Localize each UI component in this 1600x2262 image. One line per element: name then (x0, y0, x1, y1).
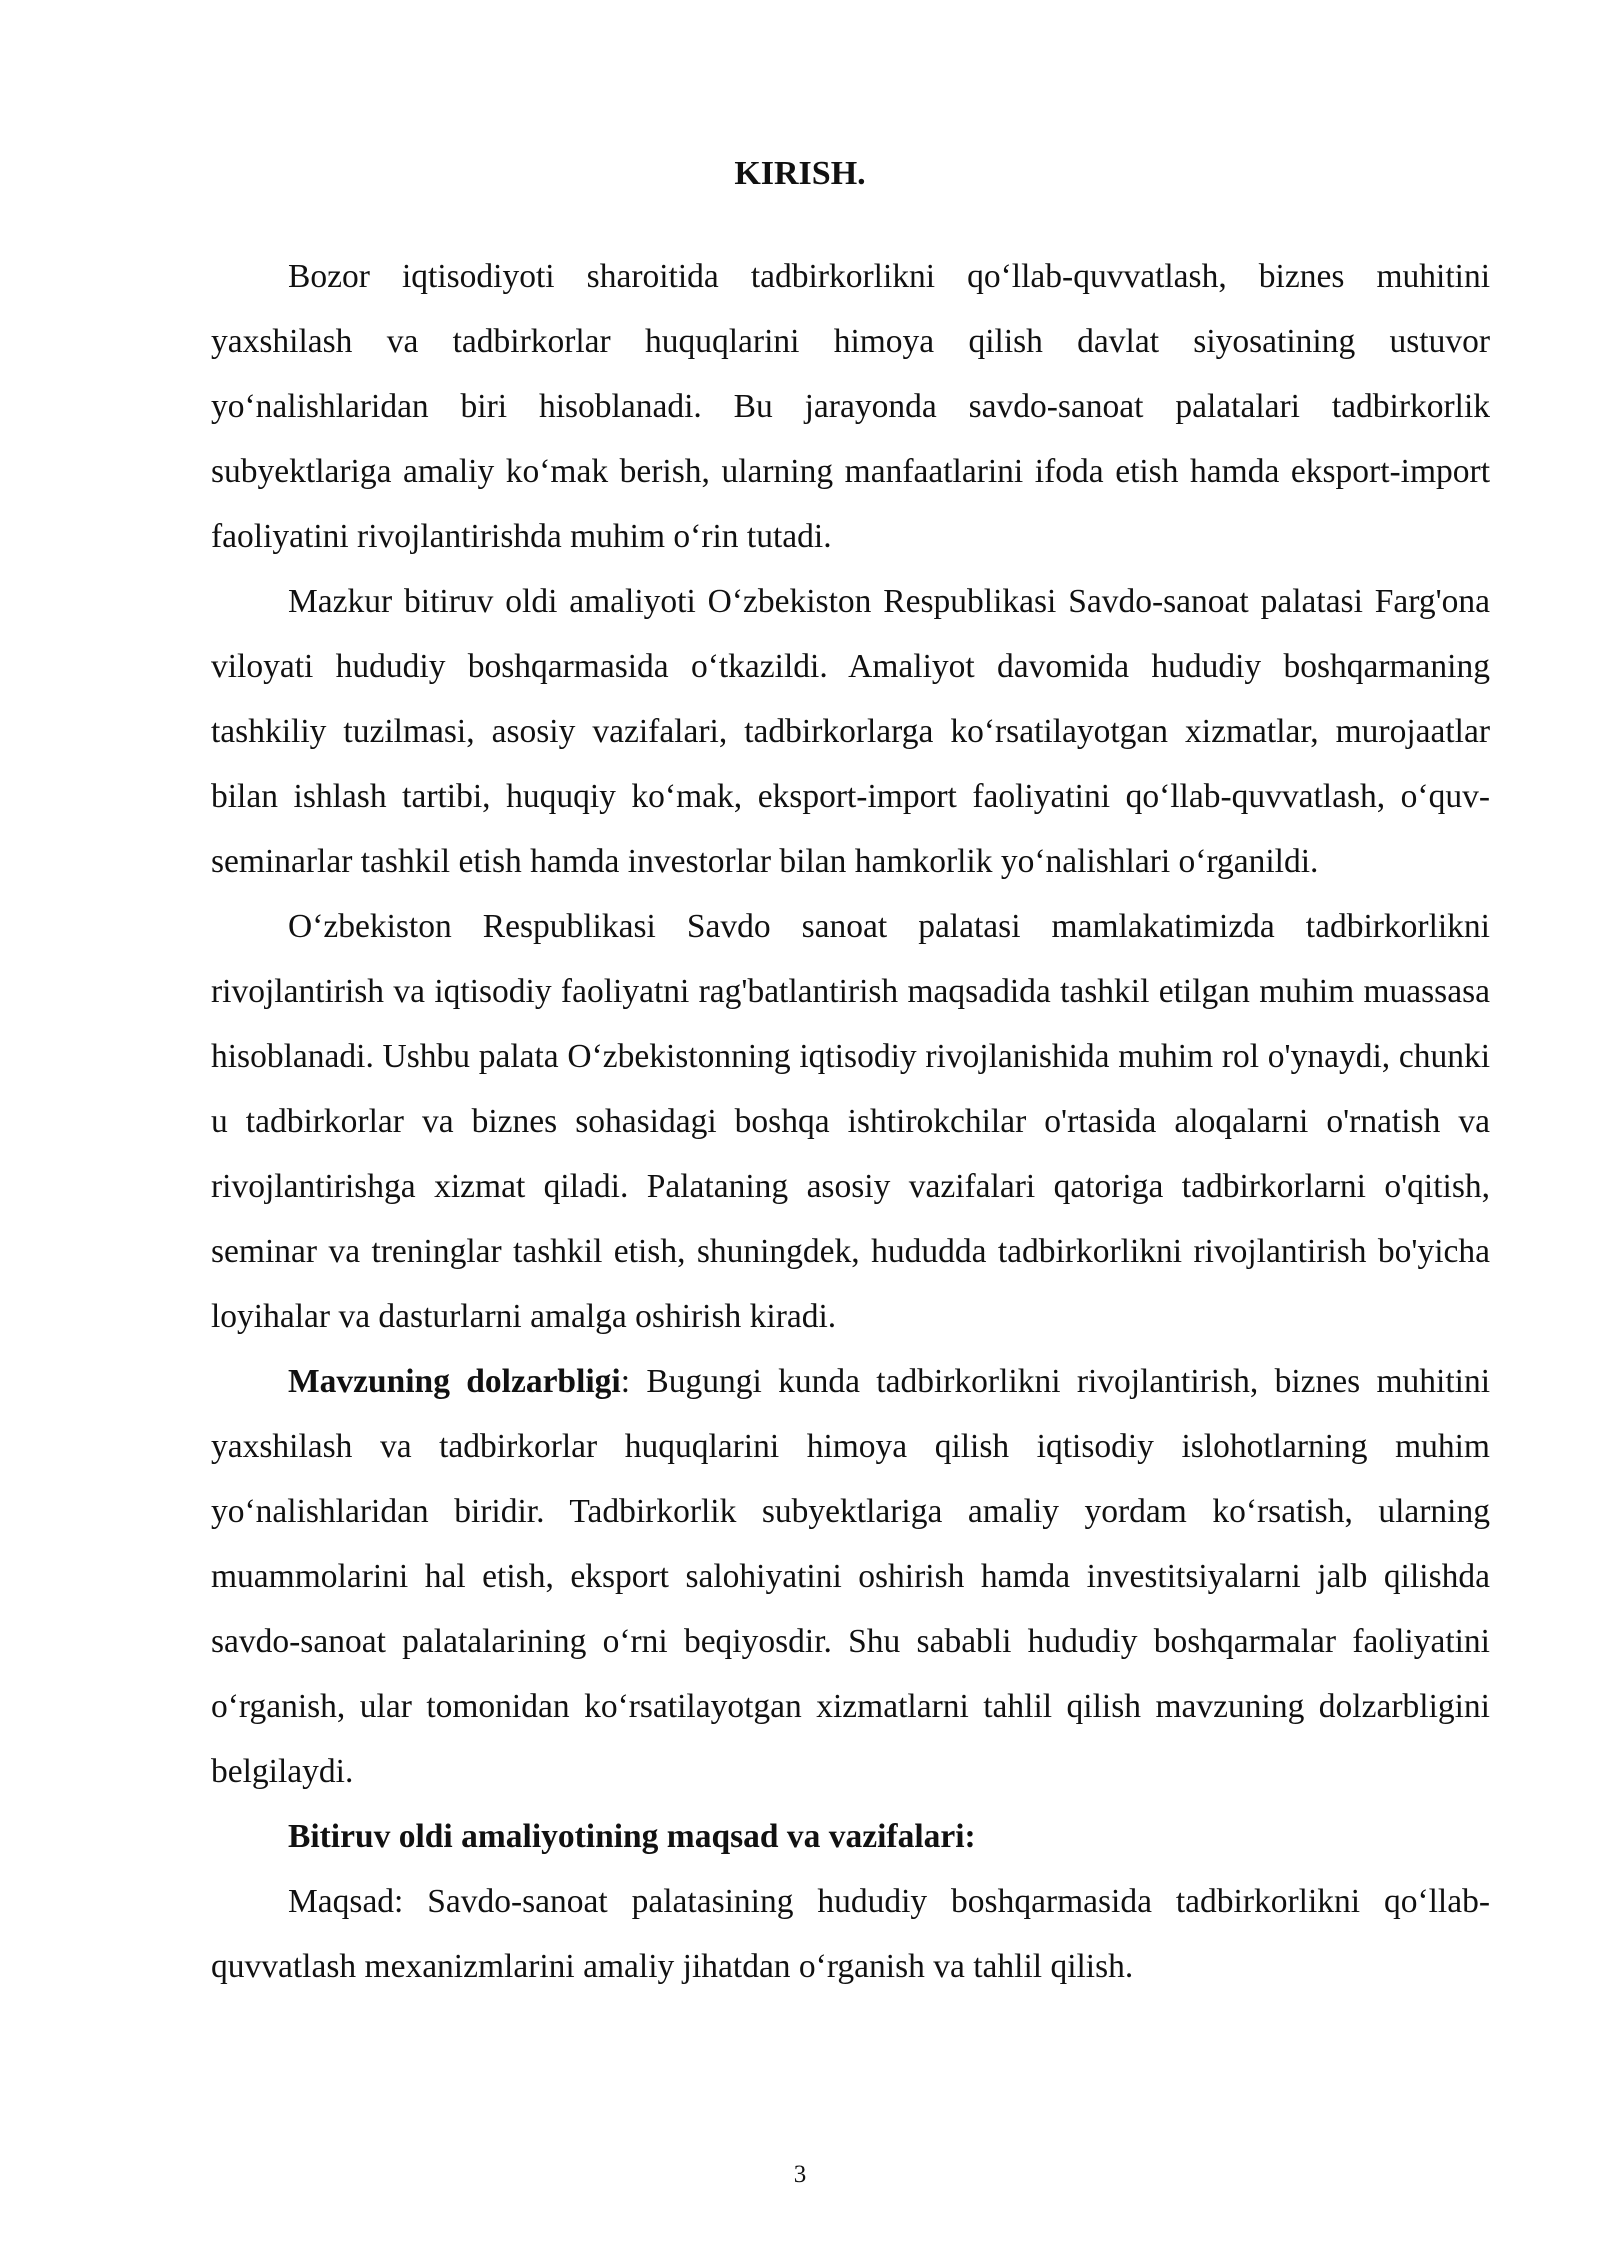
paragraph-practice: Mazkur bitiruv oldi amaliyoti Oʻzbekiston Respublikasi Savdo-sanoat palatasi Farg'ona viloyati hududiy boshqarmasida oʻtkazildi. Amaliyot davomida hududiy boshqarmaning tashkiliy tuzilmasi, asosiy vazifalari, tadbirkorlarga koʻrsatilayotgan xizmatlar, murojaatlar bilan ishlash tartibi, huquqiy koʻmak, eksport-import faoliyatini qoʻllab-quvvatlash, oʻquv-seminarlar tashkil etish hamda investorlar bilan hamkorlik yoʻnalishlari oʻrganildi. (211, 583, 1490, 880)
paragraph-chamber: Oʻzbekiston Respublikasi Savdo sanoat palatasi mamlakatimizda tadbirkorlikni rivojlantirish va iqtisodiy faoliyatni rag'batlantirish maqsadida tashkil etilgan muhim muassasa hisoblanadi. Ushbu palata Oʻzbekistonning iqtisodiy rivojlanishida muhim rol o'ynaydi, chunki u tadbirkorlar va biznes sohasidagi boshqa ishtirokchilar o'rtasida aloqalarni o'rnatish va rivojlantirishga xizmat qiladi. Palataning asosiy vazifalari qatoriga tadbirkorlarni o'qitish, seminar va treninglar tashkil etish, shuningdek, hududda tadbirkorlikni rivojlantirish bo'yicha loyihalar va dasturlarni amalga oshirish kiradi. (211, 908, 1490, 1335)
relevance-text: : Bugungi kunda tadbirkorlikni rivojlantirish, biznes muhitini yaxshilash va tadbirkorlar huquqlarini himoya qilish iqtisodiy islohotlarning muhim yoʻnalishlaridan biridir. Tadbirkorlik subyektlariga amaliy yordam koʻrsatish, ularning muammolarini hal etish, eksport salohiyatini oshirish hamda investitsiyalarni jalb qilishda savdo-sanoat palatalarining oʻrni beqiyosdir. Shu sababli hududiy boshqarmalar faoliyatini oʻrganish, ular tomonidan koʻrsatilayotgan xizmatlarni tahlil qilish mavzuning dolzarbligini belgilaydi. (211, 1363, 1491, 1790)
page-number: 3 (793, 2161, 807, 2188)
paragraph-relevance (211, 1349, 1490, 1804)
paragraph-goal: Maqsad: Savdo-sanoat palatasining hududiy boshqarmasida tadbirkorlikni qoʻllab-quvvatlash mexanizmlarini amaliy jihatdan oʻrganish va tahlil qilish. (211, 1883, 1490, 1985)
document-body (211, 244, 1490, 1999)
page-title: KIRISH. (734, 155, 866, 192)
goals-heading: Bitiruv oldi amaliyotining maqsad va vazifalari: (288, 1818, 976, 1855)
relevance-label: Mavzuning dolzarbligi (288, 1363, 621, 1400)
paragraph-intro: Bozor iqtisodiyoti sharoitida tadbirkorlikni qoʻllab-quvvatlash, biznes muhitini yaxshilash va tadbirkorlar huquqlarini himoya qilish davlat siyosatining ustuvor yoʻnalishlaridan biri hisoblanadi. Bu jarayonda savdo-sanoat palatalari tadbirkorlik subyektlariga amaliy koʻmak berish, ularning manfaatlarini ifoda etish hamda eksport-import faoliyatini rivojlantirishda muhim oʻrin tutadi. (211, 258, 1490, 555)
